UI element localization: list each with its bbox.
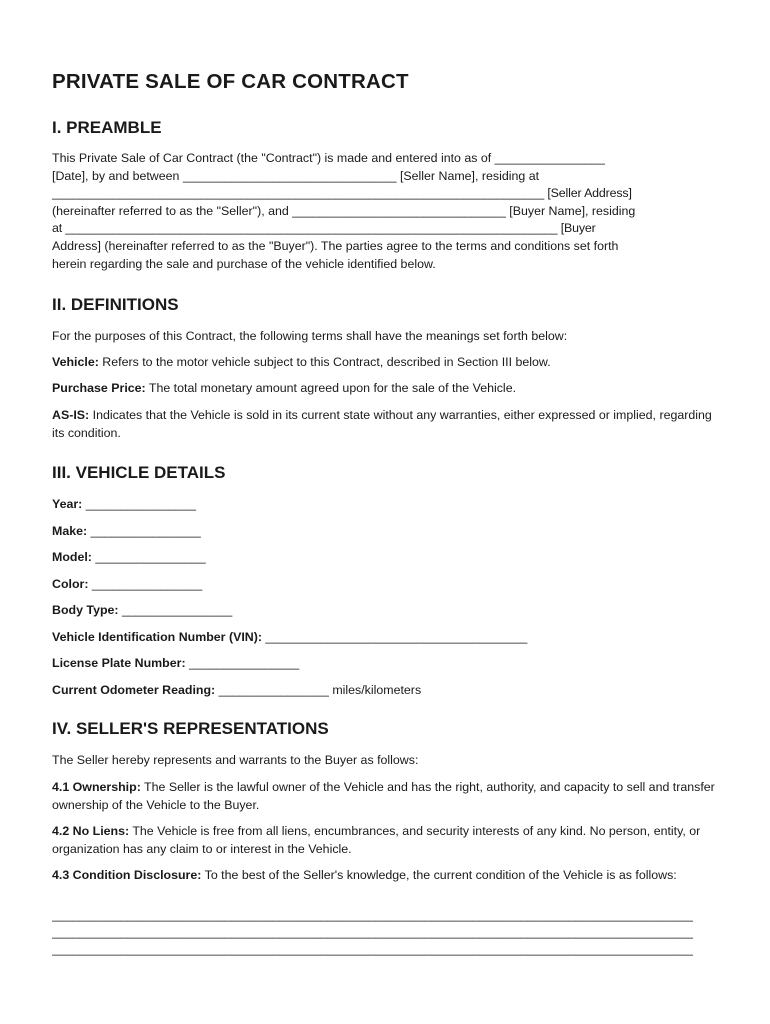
- preamble-line: Address] (hereinafter referred to as the "Buyer"). The parties agree to the terms and conditions set forth: [52, 238, 619, 253]
- preamble-line: herein regarding the sale and purchase of the vehicle identified below.: [52, 256, 436, 271]
- representation-item-condition: [52, 867, 722, 885]
- field-make[interactable]: [52, 523, 201, 540]
- field-label: Make:: [52, 524, 88, 538]
- field-label: Year:: [52, 497, 83, 511]
- representation-term: 4.1 Ownership:: [52, 780, 141, 794]
- preamble-line: (hereinafter referred to as the "Seller"), and _______________________________ [Buyer Name], residing: [52, 203, 636, 218]
- field-model[interactable]: [52, 549, 206, 566]
- representation-text: The Vehicle is free from all liens, encumbrances, and security interests of any kind. No person, entity, or organization has any claim to or interest in the Vehicle.: [52, 824, 701, 856]
- condition-blank-line[interactable]: _____________________________________________________________________________________________: [52, 942, 693, 956]
- representation-term: 4.2 No Liens:: [52, 824, 130, 838]
- representation-text: To the best of the Seller's knowledge, the current condition of the Vehicle is as follows:: [201, 868, 677, 882]
- section-heading-seller-representations: IV. SELLER'S REPRESENTATIONS: [52, 719, 329, 738]
- condition-blank-line[interactable]: _____________________________________________________________________________________________: [52, 908, 693, 922]
- field-blank[interactable]: ________________: [215, 683, 329, 697]
- field-label: License Plate Number:: [52, 656, 186, 670]
- field-label: Vehicle Identification Number (VIN):: [52, 630, 262, 644]
- representation-item-no-liens: [52, 823, 722, 858]
- definition-text: The total monetary amount agreed upon for the sale of the Vehicle.: [145, 381, 517, 395]
- definition-item-vehicle: [52, 354, 722, 372]
- document-title: PRIVATE SALE OF CAR CONTRACT: [52, 70, 409, 93]
- field-odometer[interactable]: [52, 682, 421, 699]
- preamble-line: [Date], by and between _______________________________ [Seller Name], residing at: [52, 168, 540, 183]
- field-license-plate[interactable]: [52, 655, 299, 672]
- field-blank[interactable]: ________________: [87, 524, 201, 538]
- condition-blank-line[interactable]: _____________________________________________________________________________________________: [52, 925, 693, 939]
- section-heading-vehicle-details: III. VEHICLE DETAILS: [52, 463, 226, 482]
- definition-text: Indicates that the Vehicle is sold in its current state without any warranties, either expressed or implied, regarding its condition.: [52, 408, 712, 440]
- field-blank[interactable]: ______________________________________: [261, 630, 528, 644]
- definition-term: Purchase Price:: [52, 381, 146, 395]
- field-blank[interactable]: ________________: [88, 577, 203, 591]
- field-blank[interactable]: ________________: [91, 550, 206, 564]
- representations-intro: The Seller hereby represents and warrants to the Buyer as follows:: [52, 753, 419, 767]
- definition-text: Refers to the motor vehicle subject to this Contract, described in Section III below.: [98, 355, 551, 369]
- section-heading-preamble: I. PREAMBLE: [52, 118, 162, 137]
- representation-term: 4.3 Condition Disclosure:: [52, 868, 202, 882]
- field-body-type[interactable]: [52, 602, 232, 619]
- representation-item-ownership: [52, 779, 722, 814]
- definition-term: AS-IS:: [52, 408, 90, 422]
- field-year[interactable]: [52, 496, 196, 513]
- preamble-paragraph: [52, 150, 722, 273]
- preamble-line: at _________________________________________________________________________ [Buyer: [52, 221, 596, 236]
- field-blank[interactable]: ________________: [82, 497, 197, 511]
- definition-term: Vehicle:: [52, 355, 99, 369]
- field-label: Current Odometer Reading:: [52, 683, 216, 697]
- field-blank[interactable]: ________________: [185, 656, 300, 670]
- field-color[interactable]: [52, 576, 202, 593]
- definitions-intro: For the purposes of this Contract, the following terms shall have the meanings set forth below:: [52, 329, 568, 343]
- field-suffix: miles/kilometers: [328, 683, 422, 697]
- preamble-line: This Private Sale of Car Contract (the "Contract") is made and entered into as of ________________: [52, 151, 605, 165]
- definition-item-purchase-price: [52, 380, 722, 398]
- definition-item-as-is: [52, 407, 722, 442]
- field-blank[interactable]: ________________: [118, 603, 233, 617]
- field-vin[interactable]: [52, 629, 527, 646]
- preamble-line: _________________________________________________________________________ [Seller Address]: [52, 186, 632, 201]
- field-label: Color:: [52, 577, 89, 591]
- section-heading-definitions: II. DEFINITIONS: [52, 295, 179, 314]
- field-label: Model:: [52, 550, 92, 564]
- field-label: Body Type:: [52, 603, 119, 617]
- representation-text: The Seller is the lawful owner of the Vehicle and has the right, authority, and capacity to sell and transfer ownership of the Vehicle to the Buyer.: [52, 780, 715, 812]
